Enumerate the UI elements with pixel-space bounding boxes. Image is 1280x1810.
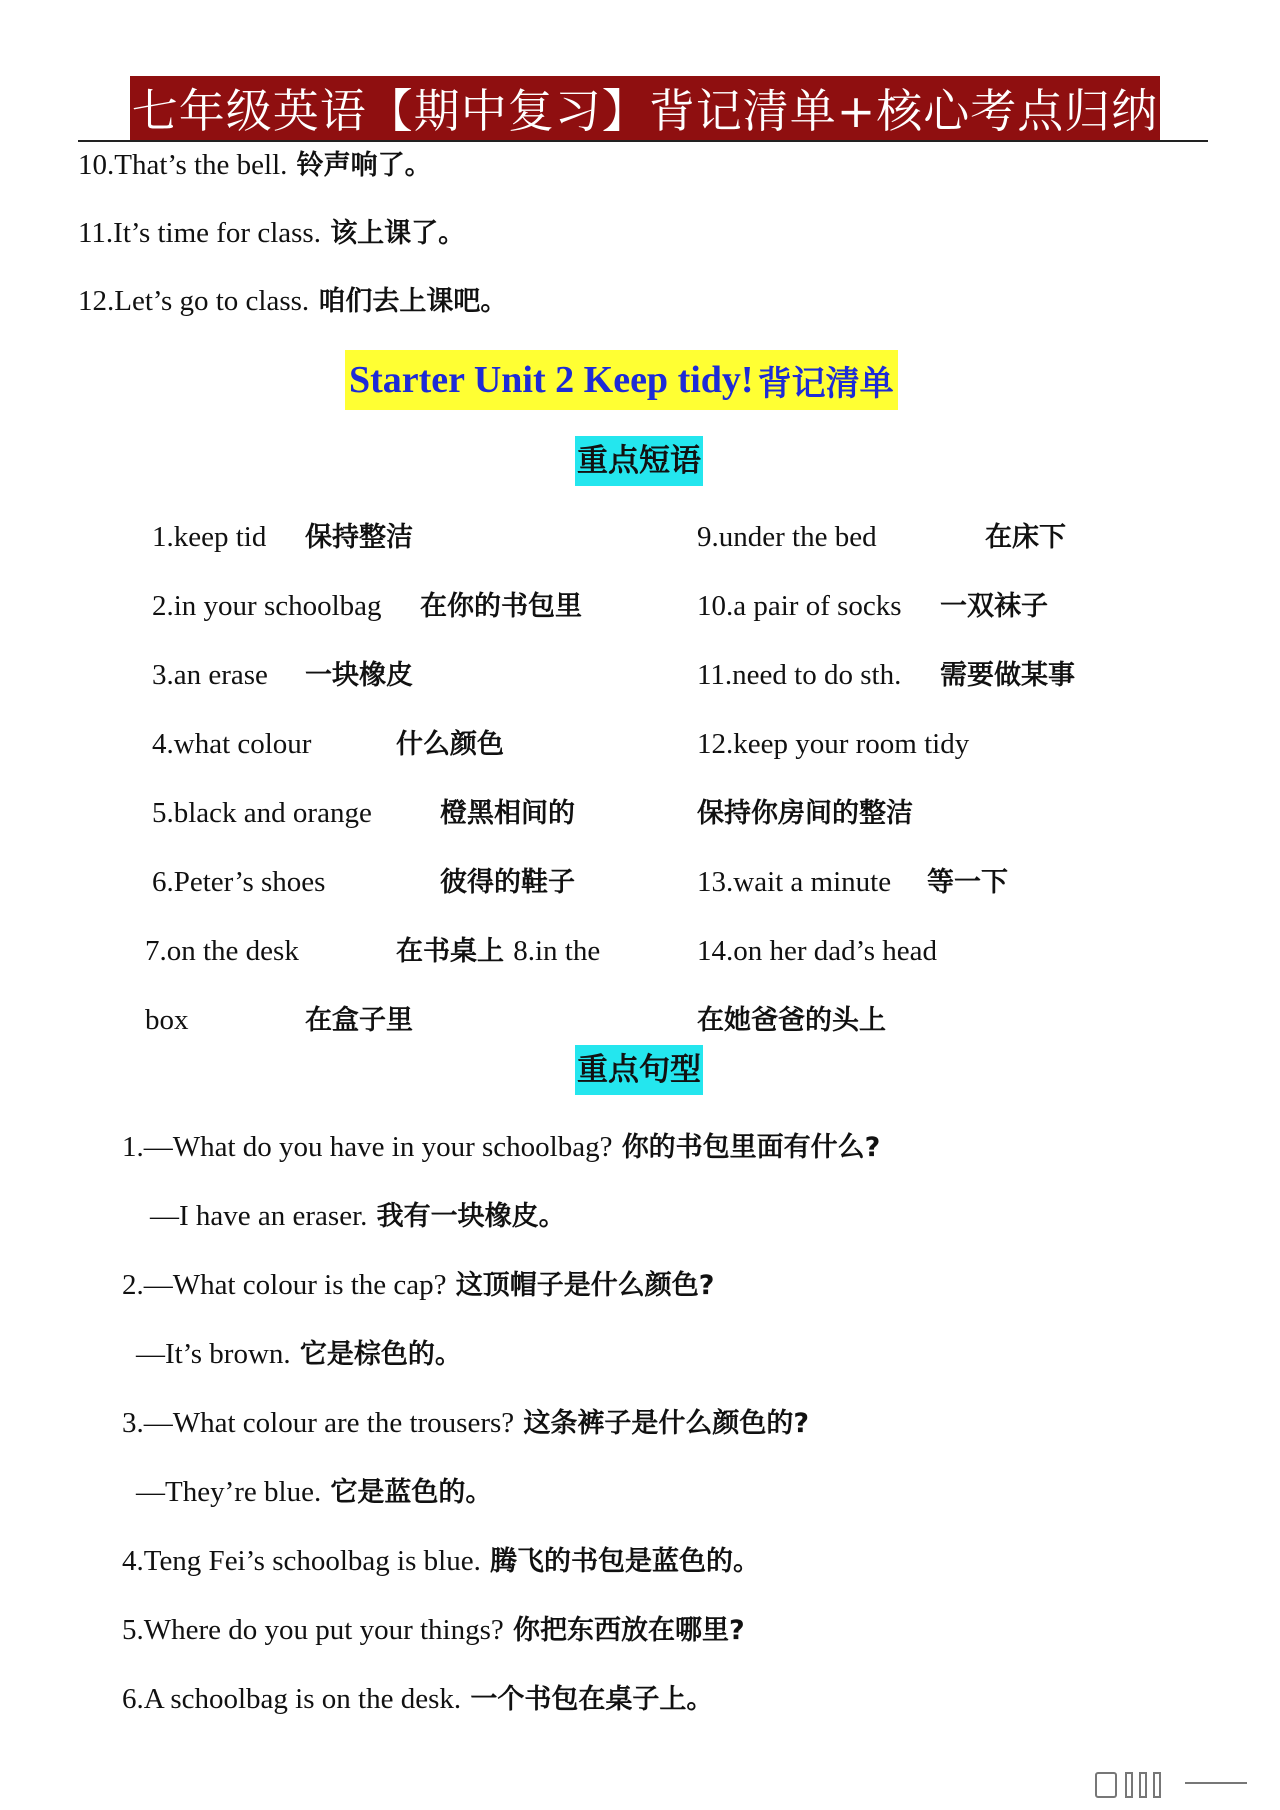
sentence-en: 11.It’s time for class. xyxy=(78,217,321,249)
bar-icon xyxy=(1139,1772,1147,1798)
phrase-zh: 在你的书包里 xyxy=(420,591,582,622)
phrase-en: 2.in your schoolbag xyxy=(152,590,382,622)
sentence-item xyxy=(122,1266,714,1304)
phrase-en: 8.in the xyxy=(513,935,601,967)
sentence-item xyxy=(122,1128,880,1166)
section-title xyxy=(345,350,898,410)
sentence-en: 2.—What colour is the cap? xyxy=(122,1269,447,1301)
section-title-zh: 背记清单 xyxy=(757,363,894,404)
phrase-en: 5.black and orange xyxy=(152,797,372,829)
phrase-zh: 在书桌上 xyxy=(396,936,504,967)
sentence-zh: 它是棕色的。 xyxy=(299,1339,462,1370)
phrase-en: 3.an erase xyxy=(152,659,268,691)
phrase-item xyxy=(396,932,600,970)
phrase-item xyxy=(152,587,382,624)
phrase-zh: 需要做某事 xyxy=(940,660,1075,691)
phrase-item xyxy=(940,587,1048,625)
phrase-item xyxy=(305,1001,413,1039)
phrase-zh: 彼得的鞋子 xyxy=(440,867,575,898)
sentence-zh: 一个书包在桌子上。 xyxy=(470,1684,714,1715)
phrase-en: 6.Peter’s shoes xyxy=(152,866,326,898)
sentence-item xyxy=(150,1197,566,1235)
phrase-item xyxy=(697,794,913,832)
sentence-item xyxy=(122,1611,745,1649)
phrase-item xyxy=(152,725,311,762)
phrase-zh: 在床下 xyxy=(985,522,1066,553)
sentence-en: 10.That’s the bell. xyxy=(78,149,288,181)
phrase-en: 14.on her dad’s head xyxy=(697,935,937,967)
phrase-zh: 保持整洁 xyxy=(305,522,413,553)
phrase-item xyxy=(697,863,891,900)
phrase-item xyxy=(697,725,969,762)
sentence-item xyxy=(122,1404,809,1442)
sentence-en: 12.Let’s go to class. xyxy=(78,285,310,317)
page-title: 七年级英语【期中复习】背记清单+核心考点归纳 xyxy=(131,84,1159,138)
phrases-heading: 重点短语 xyxy=(575,436,703,486)
toolbar-icons xyxy=(1095,1772,1265,1802)
phrase-zh: 一块橡皮 xyxy=(305,660,413,691)
phrase-item xyxy=(305,518,413,556)
phrase-item xyxy=(985,518,1066,556)
sentence-en: 4.Teng Fei’s schoolbag is blue. xyxy=(122,1545,481,1577)
phrase-en: 7.on the desk xyxy=(145,935,299,967)
phrase-item xyxy=(145,932,299,969)
phrase-zh: 橙黑相间的 xyxy=(440,798,575,829)
sentence-zh: 你的书包里面有什么? xyxy=(621,1132,881,1163)
sentence-zh: 该上课了。 xyxy=(330,218,466,249)
phrase-item xyxy=(927,863,1008,901)
sentence-item xyxy=(122,1542,760,1580)
phrase-item xyxy=(152,863,325,900)
page-icon xyxy=(1095,1772,1117,1798)
sentence-en: 1.—What do you have in your schoolbag? xyxy=(122,1131,613,1163)
list-item xyxy=(78,146,432,184)
phrase-zh: 保持你房间的整洁 xyxy=(697,798,913,829)
line-icon xyxy=(1185,1782,1247,1784)
phrase-item xyxy=(152,794,372,831)
phrase-item xyxy=(697,656,901,693)
phrase-en: 11.need to do sth. xyxy=(697,659,902,691)
phrase-item xyxy=(697,518,877,555)
phrase-en: 4.what colour xyxy=(152,728,312,760)
phrase-item xyxy=(440,863,575,901)
phrase-item xyxy=(440,794,575,832)
phrase-item xyxy=(940,656,1075,694)
phrase-item xyxy=(145,1001,189,1038)
sentence-zh: 这顶帽子是什么颜色? xyxy=(455,1270,715,1301)
sentence-zh: 咱们去上课吧。 xyxy=(318,286,508,317)
phrase-en: 9.under the bed xyxy=(697,521,877,553)
phrase-zh: 在她爸爸的头上 xyxy=(697,1005,886,1036)
sentence-item xyxy=(136,1473,492,1511)
phrase-item xyxy=(305,656,413,694)
sentence-en: 3.—What colour are the trousers? xyxy=(122,1407,515,1439)
phrase-en: 1.keep tid xyxy=(152,521,267,553)
sentence-en: —It’s brown. xyxy=(136,1338,291,1370)
phrase-item xyxy=(396,725,504,763)
sentence-en: —They’re blue. xyxy=(136,1476,322,1508)
sentence-item xyxy=(136,1335,462,1373)
section-title-en: Starter Unit 2 Keep tidy! xyxy=(349,359,754,401)
list-item xyxy=(78,214,465,252)
sentence-zh: 这条裤子是什么颜色的? xyxy=(523,1408,810,1439)
phrase-item xyxy=(420,587,582,625)
sentence-zh: 它是蓝色的。 xyxy=(330,1477,493,1508)
phrase-item xyxy=(697,1001,886,1039)
sentence-item xyxy=(122,1680,713,1718)
phrase-item xyxy=(152,518,266,555)
bar-icon xyxy=(1125,1772,1133,1798)
bar-icon xyxy=(1153,1772,1161,1798)
sentence-zh: 铃声响了。 xyxy=(296,150,432,181)
title-banner xyxy=(130,76,1160,140)
sentence-en: 5.Where do you put your things? xyxy=(122,1614,504,1646)
sentence-en: 6.A schoolbag is on the desk. xyxy=(122,1683,462,1715)
phrase-item xyxy=(697,932,937,969)
phrase-zh: 一双袜子 xyxy=(940,591,1048,622)
phrase-item xyxy=(697,587,902,624)
title-underline xyxy=(78,140,1208,142)
sentence-zh: 你把东西放在哪里? xyxy=(512,1615,745,1646)
phrase-en: 10.a pair of socks xyxy=(697,590,902,622)
phrase-en: 13.wait a minute xyxy=(697,866,892,898)
phrase-zh: 等一下 xyxy=(927,867,1008,898)
phrase-zh: 在盒子里 xyxy=(305,1005,413,1036)
sentence-zh: 我有一块橡皮。 xyxy=(376,1201,566,1232)
list-item xyxy=(78,282,507,320)
phrase-item xyxy=(152,656,268,693)
sentences-heading: 重点句型 xyxy=(575,1045,703,1095)
phrase-en: box xyxy=(145,1004,189,1036)
sentence-zh: 腾飞的书包是蓝色的。 xyxy=(490,1546,761,1577)
sentence-en: —I have an eraser. xyxy=(150,1200,368,1232)
phrase-zh: 什么颜色 xyxy=(396,729,504,760)
phrase-en: 12.keep your room tidy xyxy=(697,728,970,760)
